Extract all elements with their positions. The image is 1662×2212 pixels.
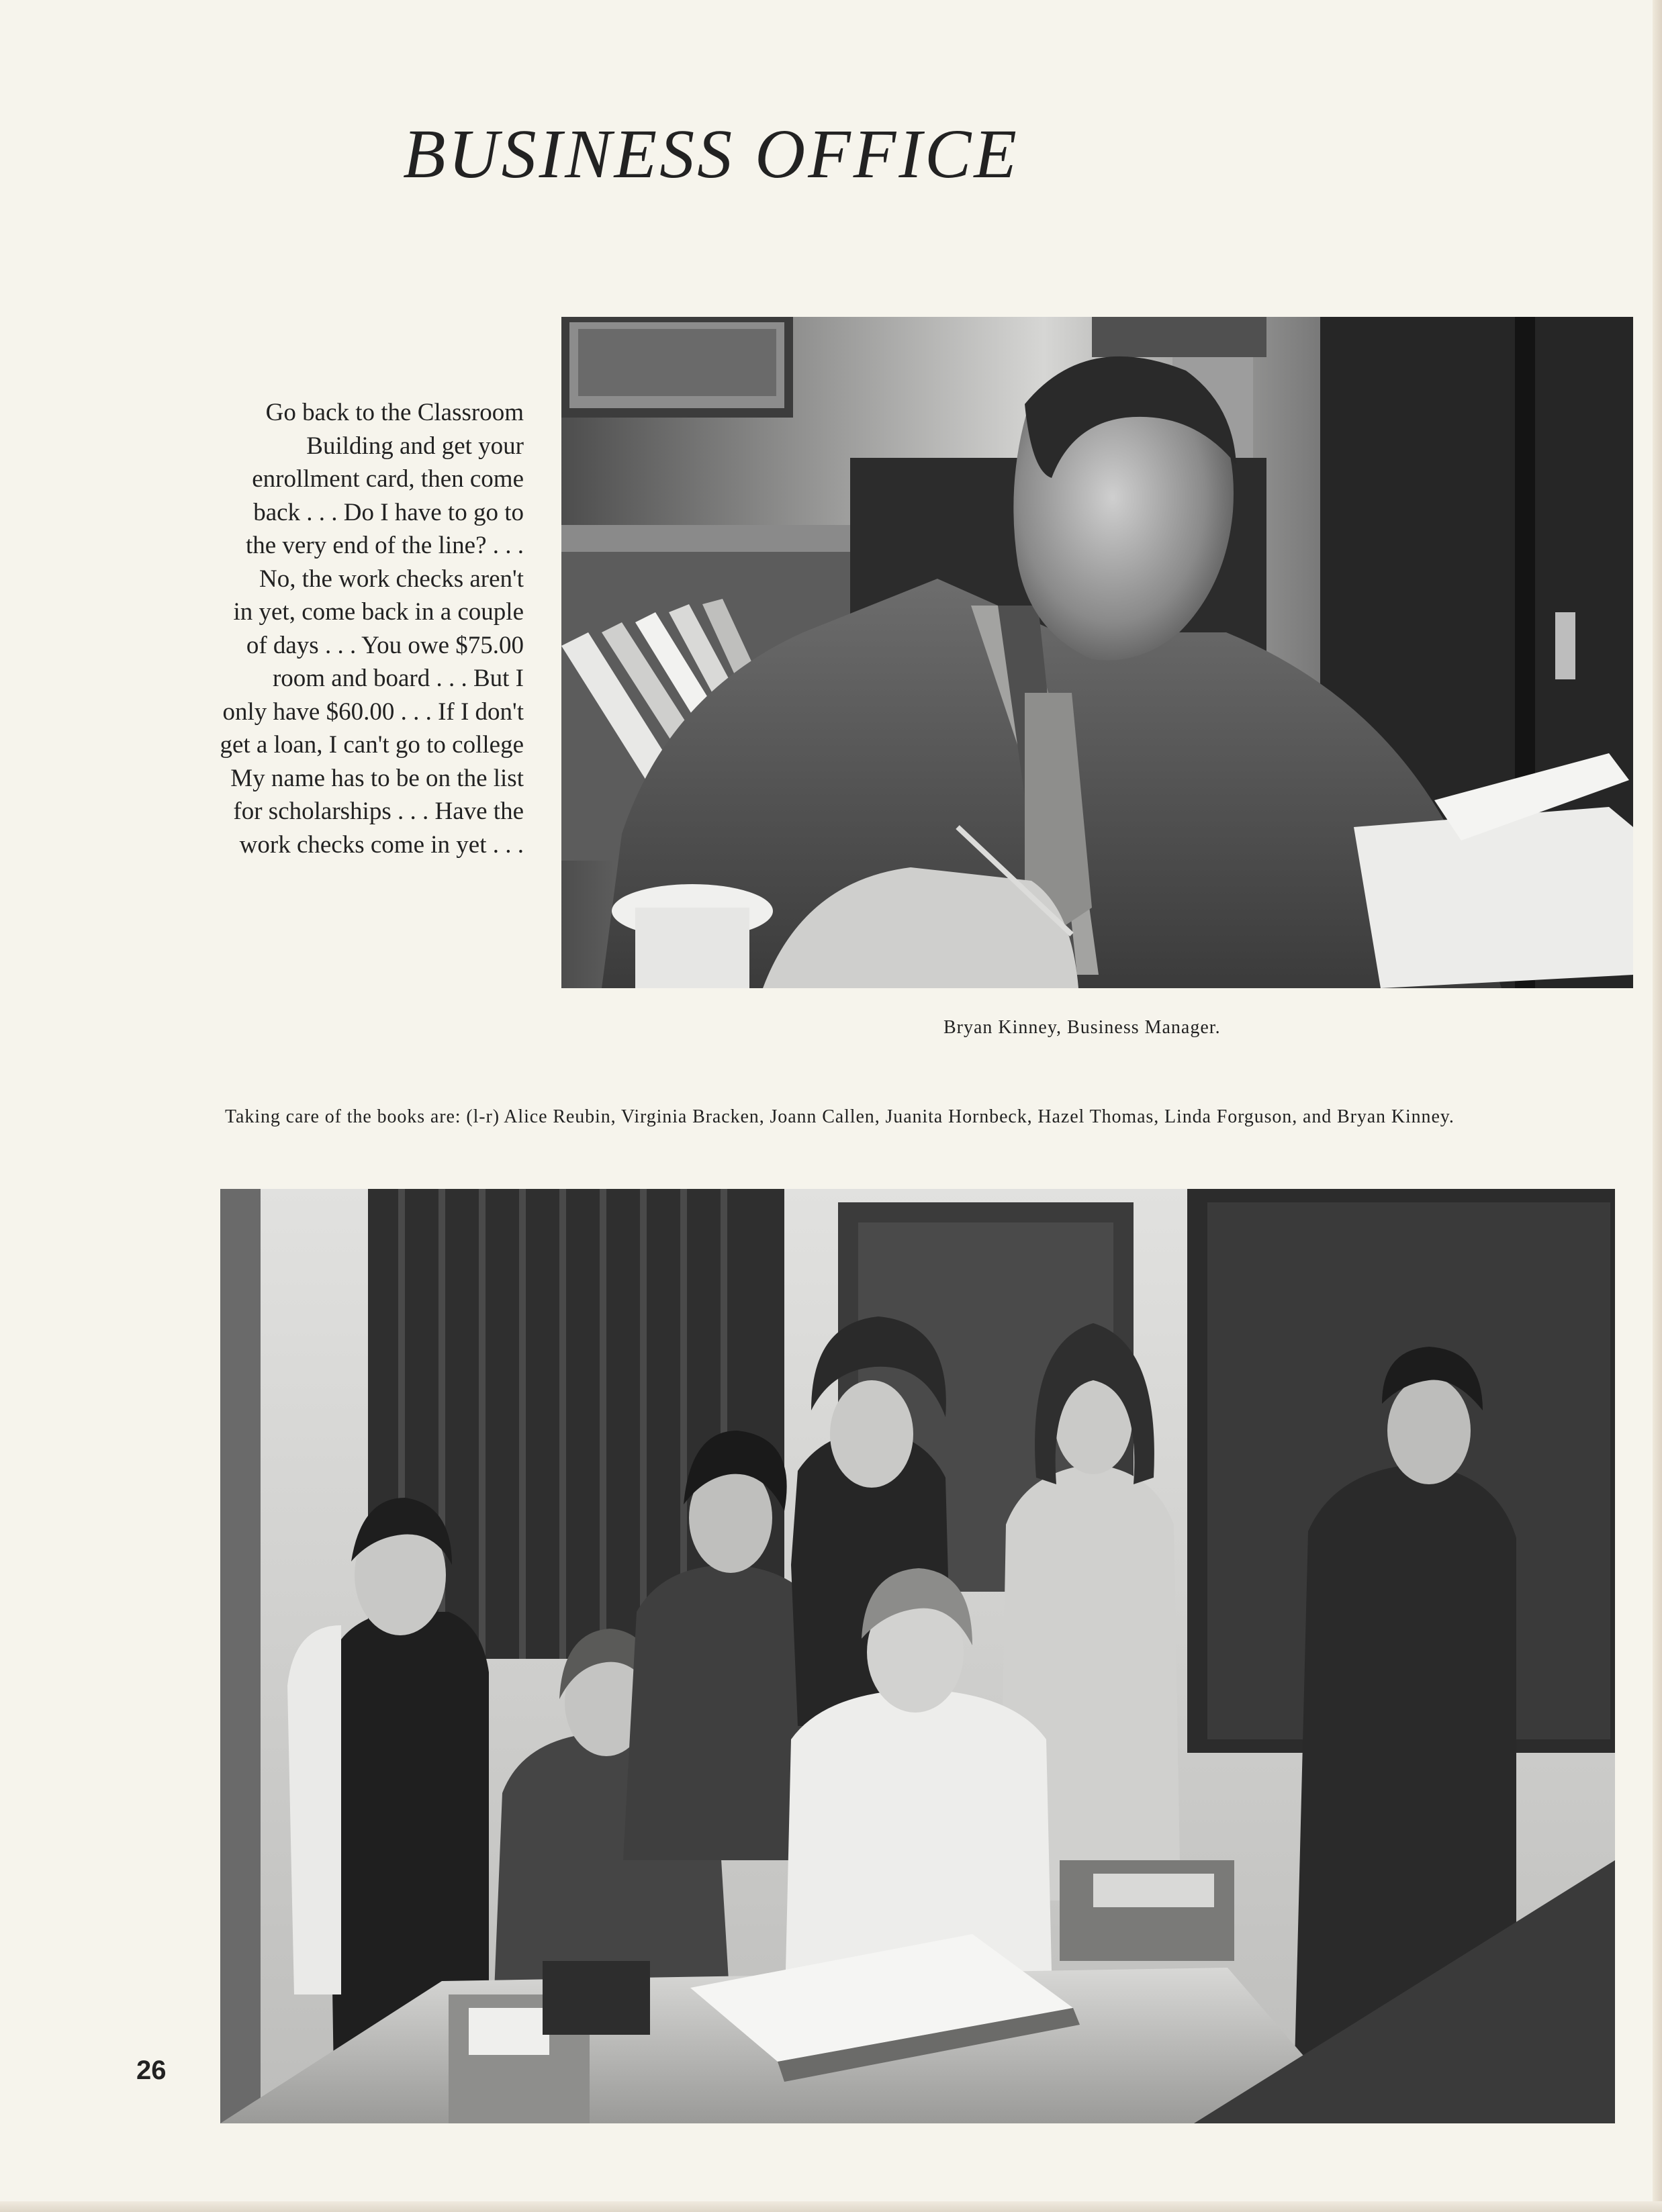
- page-edge-bottom: [0, 2201, 1662, 2212]
- business-manager-photo-illustration: [561, 317, 1633, 988]
- intro-line: room and board . . . But I: [272, 665, 524, 692]
- intro-line: Building and get your: [306, 432, 524, 460]
- intro-text: [121, 396, 524, 861]
- intro-line: the very end of the line? . . .: [245, 532, 524, 559]
- intro-line: Go back to the Classroom: [265, 399, 524, 426]
- intro-line: No, the work checks aren't: [259, 565, 524, 593]
- intro-line: in yet, come back in a couple: [233, 598, 524, 626]
- office-staff-photo: [220, 1189, 1615, 2123]
- office-staff-photo-illustration: [220, 1189, 1615, 2123]
- intro-line: back . . . Do I have to go to: [253, 498, 524, 526]
- intro-line: My name has to be on the list: [230, 764, 524, 792]
- intro-line: work checks come in yet . . .: [239, 830, 524, 859]
- business-manager-photo: [561, 317, 1633, 988]
- top-photo-caption: Bryan Kinney, Business Manager.: [943, 1017, 1221, 1038]
- intro-line: of days . . . You owe $75.00: [246, 631, 524, 659]
- page-number: 26: [136, 2056, 167, 2085]
- intro-line: only have $60.00 . . . If I don't: [222, 698, 524, 726]
- page-edge-right: [1653, 0, 1662, 2212]
- page-title: BUSINESS OFFICE: [403, 115, 1019, 193]
- intro-line: enrollment card, then come: [252, 465, 524, 493]
- intro-line: for scholarships . . . Have the: [233, 798, 524, 825]
- intro-line: get a loan, I can't go to college: [220, 731, 524, 759]
- bottom-photo-caption: Taking care of the books are: (l-r) Alice Reubin, Virginia Bracken, Joann Callen, Juanita Hornbeck, Hazel Thomas, Linda Forguson, and Bryan Kinney.: [225, 1106, 1455, 1127]
